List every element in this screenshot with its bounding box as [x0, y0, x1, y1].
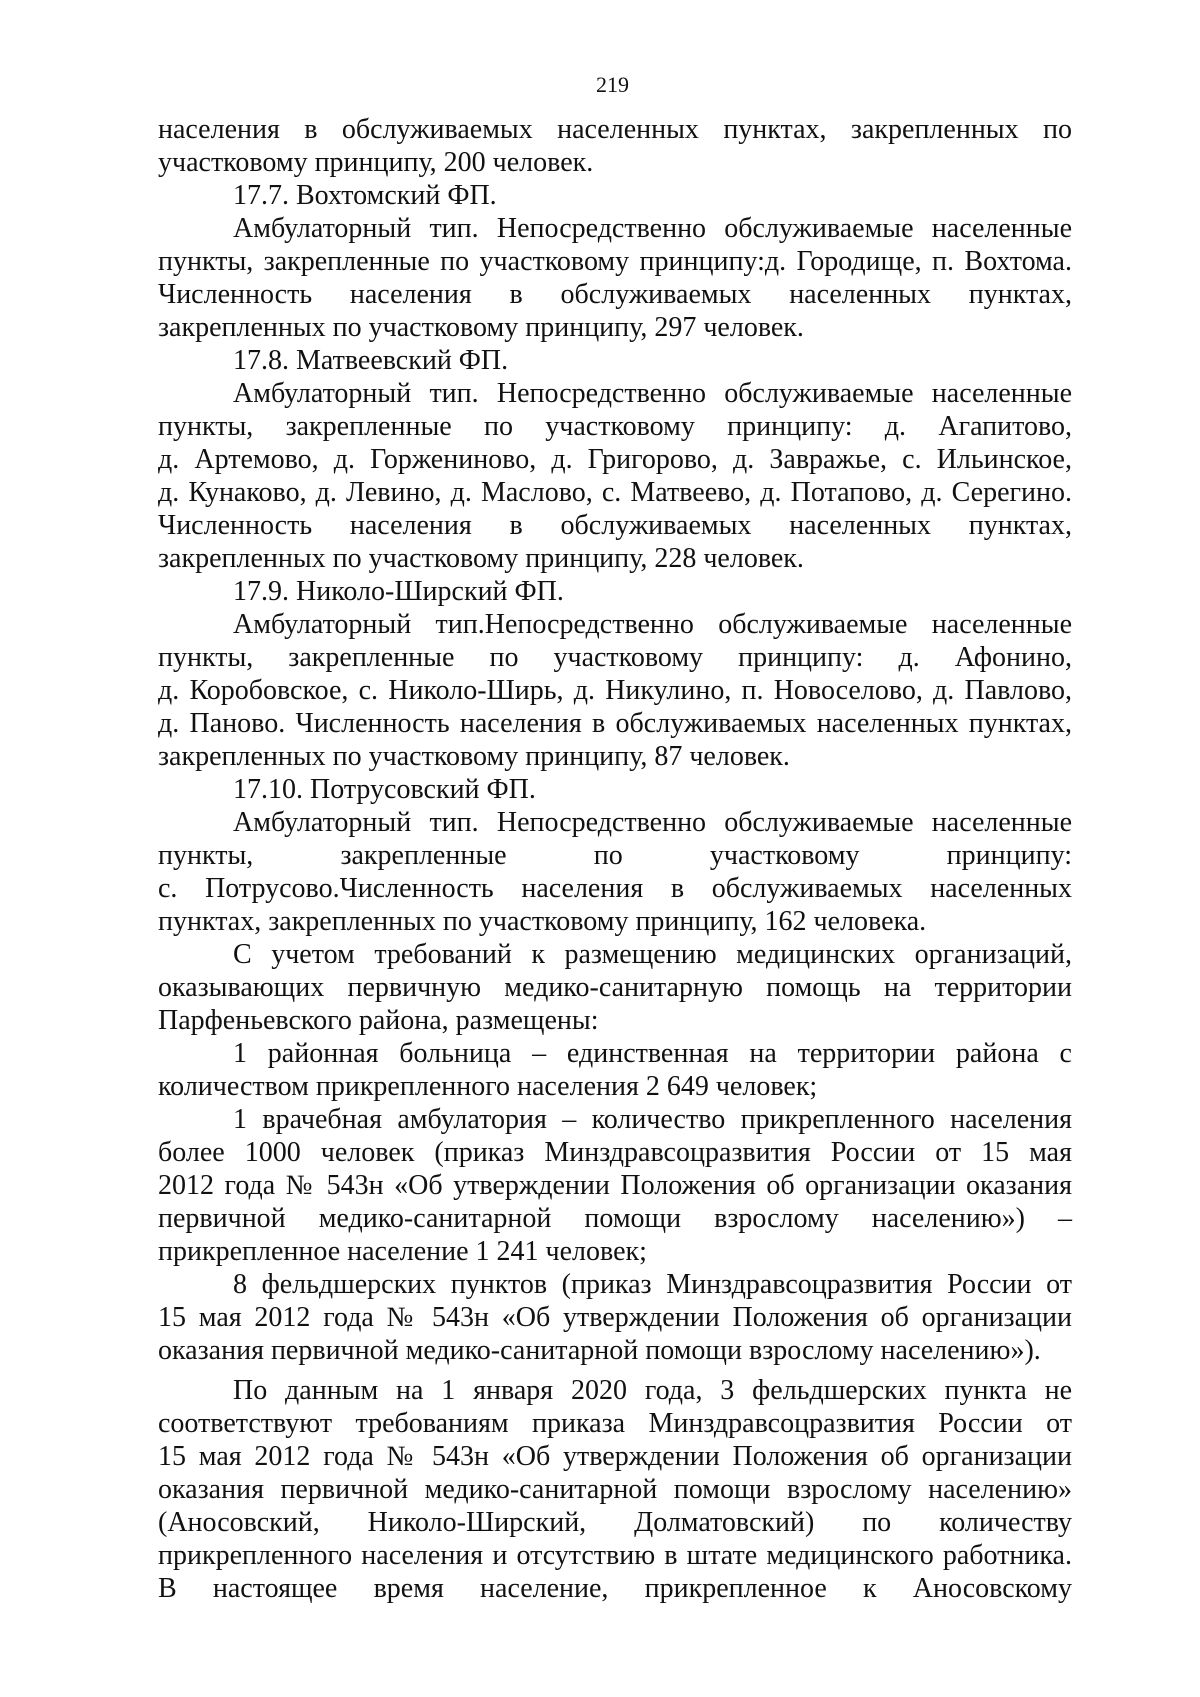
text-line: пунктах, закрепленных по участковому принципу, 162 человека. [158, 906, 927, 937]
text-line: прикрепленное население 1 241 человек; [158, 1236, 647, 1267]
text-line: Амбулаторный тип. Непосредственно обслуживаемые населенные [233, 378, 1072, 409]
text-line: более 1000 человек (приказ Минздравсоцразвития России от 15 мая [158, 1137, 1072, 1168]
text-line: оказания первичной медико-санитарной помощи взрослому населению» [158, 1474, 1072, 1505]
section-heading: 17.8. Матвеевский ФП. [233, 345, 509, 376]
text-line: Амбулаторный тип. Непосредственно обслуживаемые населенные [233, 213, 1072, 244]
text-line: 1 районная больница – единственная на территории района с [233, 1038, 1072, 1069]
text-line: пункты, закрепленные по участковому принципу: [158, 840, 1072, 871]
text-line: участковому принципу, 200 человек. [158, 147, 594, 178]
text-line: Численность населения в обслуживаемых населенных пунктах, [158, 510, 1072, 541]
text-line: пункты, закрепленные по участковому принципу: д. Агапитово, [158, 411, 1072, 442]
text-line: 2012 года № 543н «Об утверждении Положения об организации оказания [158, 1170, 1072, 1201]
text-line: оказывающих первичную медико-санитарную помощь на территории [158, 972, 1072, 1003]
text-line: 8 фельдшерских пунктов (приказ Минздравсоцразвития России от [233, 1269, 1072, 1300]
text-line: Численность населения в обслуживаемых населенных пунктах, [158, 279, 1072, 310]
text-line: д. Артемово, д. Горжениново, д. Григорово, д. Завражье, с. Ильинское, [158, 444, 1072, 475]
text-line: оказания первичной медико-санитарной помощи взрослому населению»). [158, 1335, 1041, 1366]
text-line: В настоящее время население, прикрепленное к Аносовскому [158, 1573, 1072, 1604]
section-heading: 17.10. Потрусовский ФП. [233, 774, 536, 805]
text-line: первичной медико-санитарной помощи взрослому населению») – [158, 1203, 1072, 1234]
text-line: Парфеньевского района, размещены: [158, 1005, 599, 1036]
text-line: Амбулаторный тип. Непосредственно обслуживаемые населенные [233, 807, 1072, 838]
text-line: д. Коробовское, с. Николо-Ширь, д. Никулино, п. Новоселово, д. Павлово, [158, 675, 1072, 706]
text-line: населения в обслуживаемых населенных пунктах, закрепленных по [158, 114, 1072, 145]
page-number: 219 [596, 72, 629, 97]
text-line: закрепленных по участковому принципу, 87 человек. [158, 741, 790, 772]
text-line: соответствуют требованиям приказа Минздравсоцразвития России от [158, 1408, 1072, 1439]
text-line: д. Кунаково, д. Левино, д. Маслово, с. Матвеево, д. Потапово, д. Серегино. [158, 477, 1072, 508]
text-line: Амбулаторный тип.Непосредственно обслуживаемые населенные [233, 609, 1072, 640]
text-line: С учетом требований к размещению медицинских организаций, [233, 939, 1072, 970]
text-line: пункты, закрепленные по участковому принципу: д. Афонино, [158, 642, 1072, 673]
text-line: 1 врачебная амбулатория – количество прикрепленного населения [233, 1104, 1072, 1135]
text-line: д. Паново. Численность населения в обслуживаемых населенных пунктах, [158, 708, 1072, 739]
text-line: 15 мая 2012 года № 543н «Об утверждении Положения об организации [158, 1441, 1072, 1472]
text-line: закрепленных по участковому принципу, 297 человек. [158, 312, 804, 343]
text-line: (Аносовский, Николо-Ширский, Долматовский) по количеству [158, 1507, 1072, 1538]
text-line: пункты, закрепленные по участковому принципу:д. Городище, п. Вохтома. [158, 246, 1072, 277]
text-line: По данным на 1 января 2020 года, 3 фельдшерских пункта не [233, 1375, 1072, 1406]
section-heading: 17.7. Вохтомский ФП. [233, 180, 497, 211]
text-line: 15 мая 2012 года № 543н «Об утверждении Положения об организации [158, 1302, 1072, 1333]
text-line: прикрепленного населения и отсутствию в штате медицинского работника. [158, 1540, 1072, 1571]
text-line: закрепленных по участковому принципу, 228 человек. [158, 543, 804, 574]
section-heading: 17.9. Николо-Ширский ФП. [233, 576, 564, 607]
text-line: с. Потрусово.Численность населения в обслуживаемых населенных [158, 873, 1072, 904]
text-line: количеством прикрепленного населения 2 649 человек; [158, 1071, 818, 1102]
